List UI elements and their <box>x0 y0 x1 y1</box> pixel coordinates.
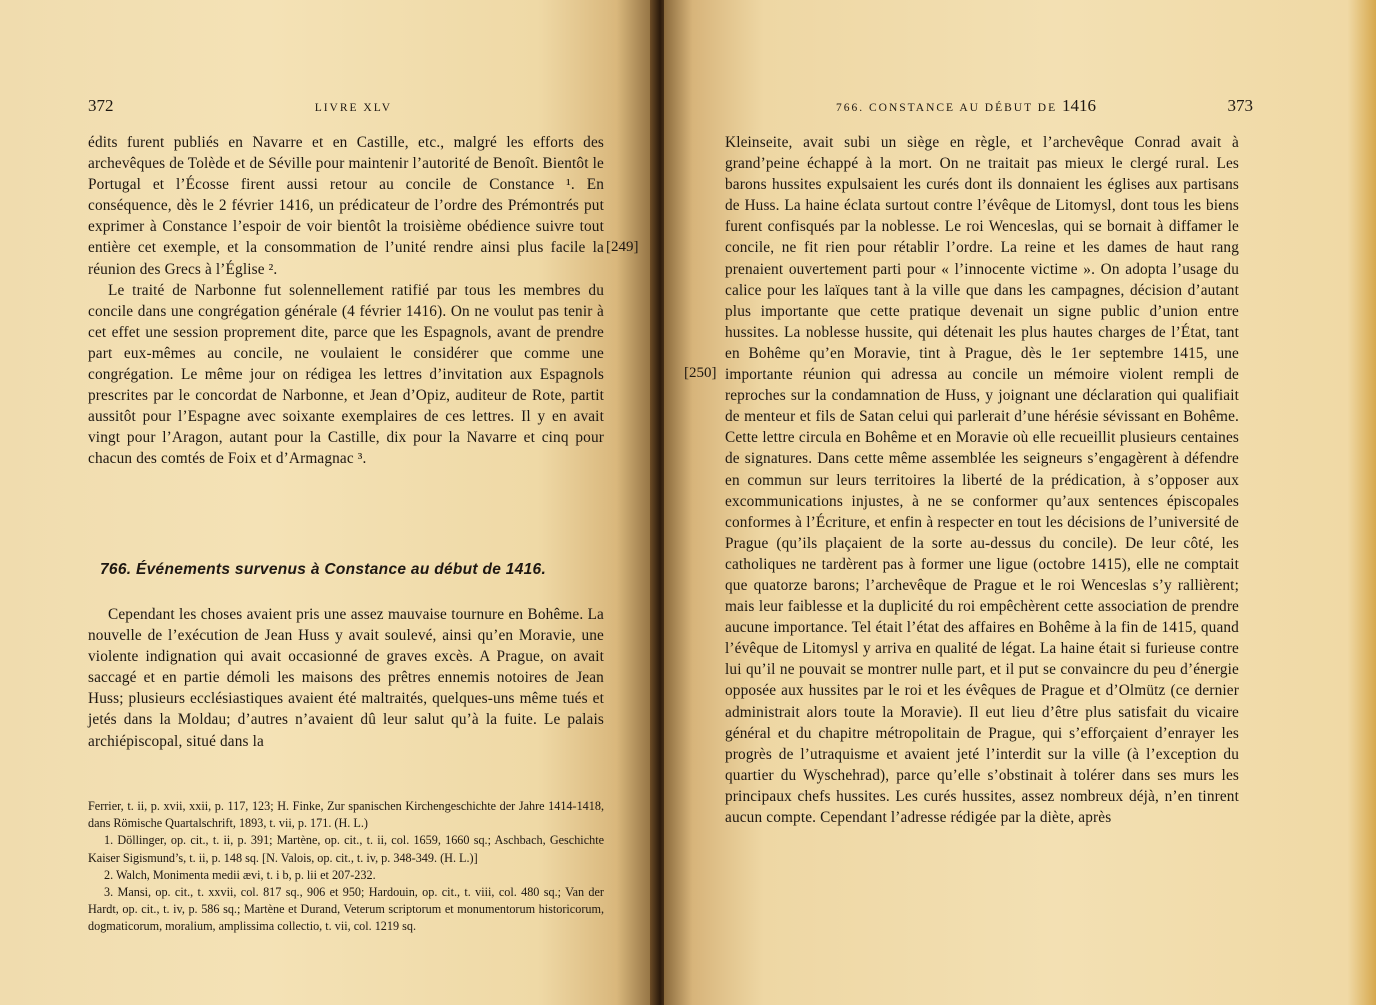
footnote: 1. Döllinger, op. cit., t. ii, p. 391; Martène, op. cit., t. ii, col. 1659, 1660 sq.; Aschbach, Geschichte Kaiser Sigismund’s, t. ii, p. 148 sq. [N. Valois, op. cit., t. iv, p. 348-349. (H. L.)] <box>88 833 604 865</box>
page-number: 372 <box>88 96 114 115</box>
paragraph: Le traité de Narbonne fut solennellement ratifié par tous les membres du concile dans une congrégation générale (4 février 1416). On ne voulut pas tenir à cet effet une session proprement dite, parce que les Espagnols, avant de prendre part eux-mêmes au concile, ne voulaient le considérer que comme une congrégation. Le même jour on rédigea les lettres d’invitation aux Espagnols prescrites par le concordat de Narbonne, et Jean d’Opiz, auditeur de Rote, partit aussitôt pour l’Espagne avec soixante exemplaires de ces lettres. Il y en avait vingt pour l’Aragon, autant pour la Castille, dix pour la Navarre et cinq pour chacun des comtés de Foix et d’Armagnac ³. <box>88 281 604 468</box>
margin-page-marker: [249] <box>606 239 639 255</box>
paragraph: édits furent publiés en Navarre et en Castille, etc., malgré les efforts des archevêques de Tolède et de Séville pour maintenir l’autorité de Benoît. Bientôt le Portugal et l’Écosse firent aussi retour au concile de Constance ¹. En conséquence, dès le 2 février 1416, un prédicateur de l’ordre des Prémontrés put exprimer à Constance l’espoir de voir bientôt la troisième obédience suivre tout entière cet exemple, et la consommation de l’unité rendre ainsi plus facile la réunion des Grecs à l’Église ². <box>88 134 604 278</box>
body-text <box>725 132 1239 828</box>
margin-page-marker: [250] <box>684 365 717 381</box>
right-page-header <box>836 96 1253 124</box>
body-text-top <box>88 132 604 470</box>
paragraph: Cependant les choses avaient pris une assez mauvaise tournure en Bohême. La nouvelle de l’exécution de Jean Huss y avait soulevé, ainsi qu’en Moravie, une violente indignation qui avait occasionné de graves excès. A Prague, on avait saccagé et en partie démoli les maisons des prêtres ennemis notoires de Jean Huss; plusieurs ecclésiastiques avaient été maltraités, quelques-uns même tués et jetés dans la Moldau; d’autres n’avaient dû leur salut qu’à la fuite. Le palais archiépiscopal, situé dans la <box>88 606 604 750</box>
running-head <box>836 96 1096 116</box>
page-number: 373 <box>1227 96 1253 115</box>
footnote: 2. Walch, Monimenta medii ævi, t. i b, p. lii et 207-232. <box>104 867 376 882</box>
footnotes <box>88 798 604 936</box>
running-head-text: 766. CONSTANCE AU DÉBUT DE <box>836 102 1058 114</box>
section-heading: 766. Événements survenus à Constance au début de 1416. <box>100 561 547 578</box>
body-text-bottom <box>88 604 604 752</box>
running-head-year: 1416 <box>1062 96 1097 115</box>
paragraph: Kleinseite, avait subi un siège en règle, et l’archevêque Conrad avait à grand’peine échappé à la mort. On ne traitait pas mieux le clergé rural. Les barons hussites expulsaient les curés dont ils donnaient les églises aux partisans de Huss. La haine éclata surtout contre l’évêque de Litomysl, dont tous les biens furent confisqués par la noblesse. Le roi Wenceslas, qui se bornait à diffamer le concile, ne fit rien pour rétablir l’ordre. La reine et les dames de haut rang prenaient ouvertement parti pour « l’innocente victime ». On adopta l’usage du calice pour les laïques tant à la ville que dans les campagnes, décision d’autant plus importante que cette pratique devenait un signe public d’union entre hussites. La noblesse hussite, qui détenait les plus hautes charges de l’État, tant en Bohême qu’en Moravie, tint à Prague, dès le 1er septembre 1415, une importante réunion qui adressa au concile un mémoire violent rempli de reproches sur la condamnation de Huss, y joignant une déclaration qui qualifiait de menteur et fils de Satan celui qui parlerait d’une hérésie sévissant en Bohême. Cette lettre circula en Bohême et en Moravie où elle recueillit plusieurs centaines de signatures. Dans cette même assemblée les seigneurs s’engagèrent à défendre en commun sur leurs territoires la liberté de la prédication, à s’opposer aux excommunications injustes, à ne se conformer qu’aux sentences épiscopales conformes à l’Écriture, et enfin à respecter en tout les décisions de l’université de Prague (qu’ils plaçaient de la sorte au-dessus du concile). De leur côté, les catholiques ne tardèrent pas à former une ligue (octobre 1415), elle ne comptait que quatorze barons; l’archevêque de Prague et le roi Wenceslas s’y rallièrent; mais leur faiblesse et la duplicité du roi empêchèrent cette association de prendre aucune importance. Tel était l’état des affaires en Bohême à la fin de 1415, quand l’évêque de Litomysl y arriva en qualité de légat. La haine était si furieuse contre lui qu’il ne pouvait se montrer nulle part, et il put se convaincre du peu d’énergie opposée aux hussites par le roi et les évêques de Prague et d’Olmütz (ce dernier administrait alors toute la Moravie). Il eut lieu d’être plus satisfait du vicaire général et du chapitre métropolitain de Prague, qui s’efforçaient d’enrayer les progrès de l’utraquisme et avaient jeté l’interdit sur la ville (à l’exception du quartier du Wyschehrad), parce qu’elle s’obstinait à tolérer dans ses murs les principaux chefs hussites. Les curés hussites, assez nombreux déjà, n’en tinrent aucun compte. Cependant l’adresse rédigée par la diète, après <box>725 134 1239 826</box>
footnote: 3. Mansi, op. cit., t. xxvii, col. 817 sq., 906 et 950; Hardouin, op. cit., t. viii, col. 480 sq.; Van der Hardt, op. cit., t. iv, p. 586 sq.; Martène et Durand, Veterum scriptorum et monumentorum historicorum, dogmaticorum, moralium, amplissima collectio, t. vii, col. 1219 sq. <box>88 885 604 934</box>
right-page <box>664 0 1376 1005</box>
footnote: Ferrier, t. ii, p. xvii, xxii, p. 117, 123; H. Finke, Zur spanischen Kirchengeschichte der Jahre 1414-1418, dans Römische Quartalschrift, 1893, t. vii, p. 171. (H. L.) <box>88 799 604 831</box>
running-head: LIVRE XLV <box>314 102 392 114</box>
left-page-header <box>88 96 604 124</box>
left-page <box>0 0 656 1005</box>
